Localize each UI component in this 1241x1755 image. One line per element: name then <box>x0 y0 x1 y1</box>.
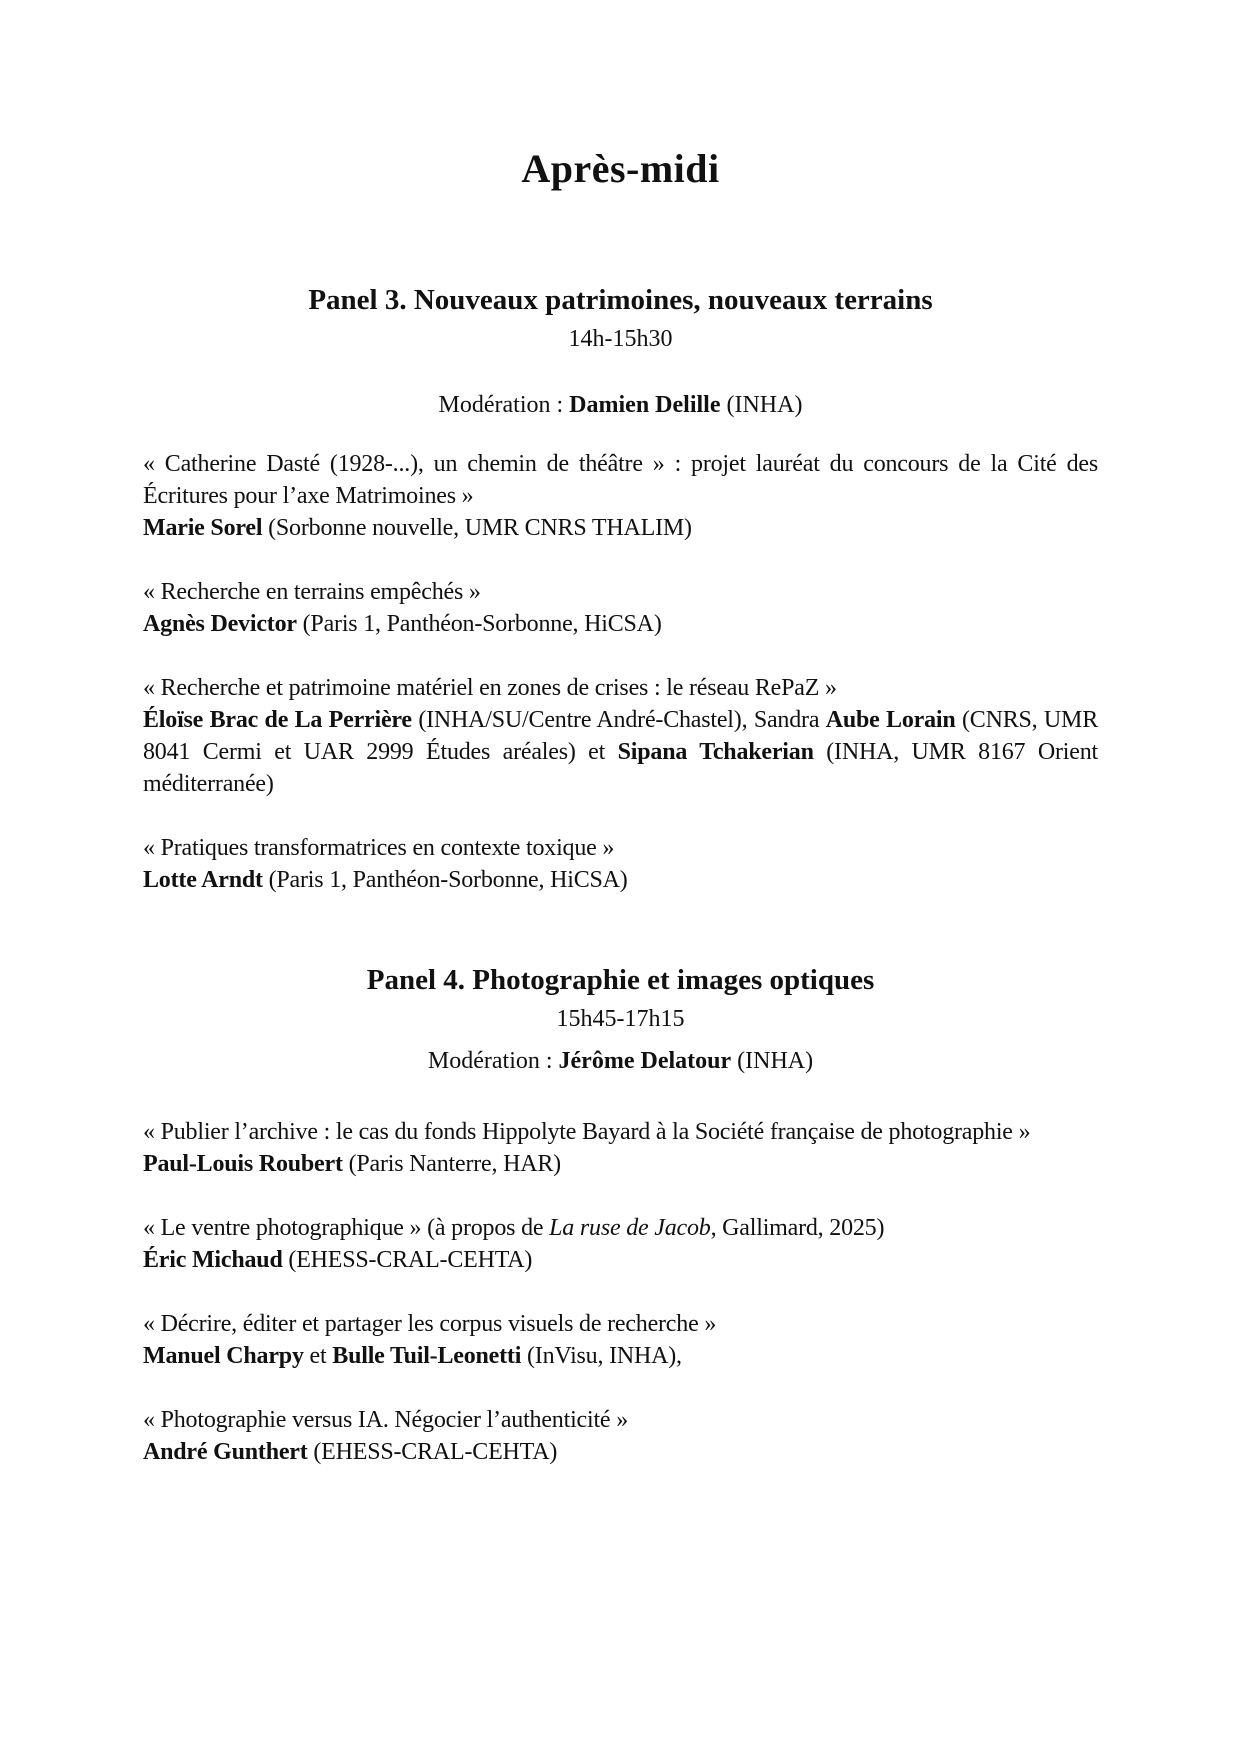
text-segment: (Paris 1, Panthéon-Sorbonne, HiCSA) <box>296 611 662 637</box>
text-segment: (Sorbonne nouvelle, UMR CNRS THALIM) <box>262 515 692 541</box>
text-segment: Éric Michaud <box>143 1247 283 1273</box>
talk-item <box>143 1308 1098 1372</box>
text-segment: et <box>303 1343 333 1369</box>
text-segment: « Recherche et patrimoine matériel en zones de crises : le réseau RePaZ » <box>143 675 837 701</box>
talk-item <box>143 1116 1098 1180</box>
text-segment: Éloïse Brac de La Perrière <box>143 707 412 733</box>
text-segment: Bulle Tuil-Leonetti <box>332 1343 522 1369</box>
talk-speakers <box>143 1340 1098 1372</box>
text-segment: (CNRS, UMR 8041 Cermi et UAR 2999 Études aréales) et <box>143 707 1098 765</box>
text-segment: Aube Lorain <box>825 707 956 733</box>
text-segment: Agnès Devictor <box>143 611 297 637</box>
text-segment: Modération : <box>438 392 570 418</box>
talk-speakers <box>143 1148 1098 1180</box>
talk-title <box>143 1212 1098 1244</box>
talk-speakers <box>143 512 1098 544</box>
talk-speakers <box>143 864 1098 896</box>
panel-section <box>143 962 1098 1468</box>
panel-time: 15h45-17h15 <box>556 1006 685 1032</box>
panel-section <box>143 282 1098 896</box>
text-segment: Lotte Arndt <box>143 867 263 893</box>
text-segment: (Paris 1, Panthéon-Sorbonne, HiCSA) <box>262 867 628 893</box>
text-segment: « Photographie versus IA. Négocier l’authenticité » <box>143 1407 628 1433</box>
text-segment: « Pratiques transformatrices en contexte toxique » <box>143 835 615 861</box>
text-segment: (InVisu, INHA), <box>521 1343 682 1369</box>
talk-title <box>143 576 1098 608</box>
panel-time: 14h-15h30 <box>568 326 673 352</box>
text-segment: Marie Sorel <box>143 515 263 541</box>
text-segment: Paul-Louis Roubert <box>143 1151 343 1177</box>
talk-title <box>143 448 1098 512</box>
text-segment: (INHA/SU/Centre André-Chastel), Sandra <box>411 707 826 733</box>
talk-title <box>143 1308 1098 1340</box>
talk-item <box>143 1212 1098 1276</box>
talk-speakers <box>143 608 1098 640</box>
panel-heading: Panel 3. Nouveaux patrimoines, nouveaux terrains <box>308 284 933 316</box>
panel-heading: Panel 4. Photographie et images optiques <box>366 964 875 996</box>
text-segment: Manuel Charpy <box>143 1343 304 1369</box>
talk-speakers <box>143 1244 1098 1276</box>
panels-container <box>143 282 1098 1468</box>
talk-item <box>143 832 1098 896</box>
text-segment: Modération : <box>427 1048 559 1074</box>
text-segment: Damien Delille <box>569 392 721 418</box>
text-segment: (INHA) <box>720 392 803 418</box>
text-segment: La ruse de Jacob <box>549 1215 711 1241</box>
talk-item <box>143 672 1098 800</box>
moderation-line <box>143 390 1098 420</box>
talks-list <box>143 448 1098 896</box>
talk-item <box>143 448 1098 544</box>
text-segment: « Décrire, éditer et partager les corpus visuels de recherche » <box>143 1311 717 1337</box>
moderation-line <box>143 1046 1098 1076</box>
talks-list <box>143 1116 1098 1468</box>
text-segment: , Gallimard, 2025) <box>710 1215 885 1241</box>
text-segment: (INHA) <box>731 1048 814 1074</box>
text-segment: (INHA, UMR 8167 Orient méditerranée) <box>143 739 1098 797</box>
text-segment: (EHESS-CRAL-CEHTA) <box>307 1439 558 1465</box>
text-segment: André Gunthert <box>143 1439 308 1465</box>
text-segment: (EHESS-CRAL-CEHTA) <box>282 1247 533 1273</box>
text-segment: Jérôme Delatour <box>558 1048 732 1074</box>
talk-item <box>143 1404 1098 1468</box>
text-segment: « Recherche en terrains empêchés » <box>143 579 481 605</box>
talk-speakers <box>143 704 1098 800</box>
talk-title <box>143 832 1098 864</box>
talk-item <box>143 576 1098 640</box>
document-title: Après-midi <box>521 146 720 191</box>
text-segment: « Catherine Dasté (1928-...), un chemin de théâtre » : projet lauréat du concours de la Cité des Écritures pour l’axe Matrimoines » <box>143 451 1098 509</box>
text-segment: « Le ventre photographique » (à propos de <box>143 1215 550 1241</box>
text-segment: Sipana Tchakerian <box>617 739 814 765</box>
talk-title <box>143 672 1098 704</box>
talk-title <box>143 1116 1098 1148</box>
text-segment: (Paris Nanterre, HAR) <box>342 1151 561 1177</box>
talk-speakers <box>143 1436 1098 1468</box>
text-segment: « Publier l’archive : le cas du fonds Hippolyte Bayard à la Société française de photographie » <box>143 1119 1031 1145</box>
talk-title <box>143 1404 1098 1436</box>
